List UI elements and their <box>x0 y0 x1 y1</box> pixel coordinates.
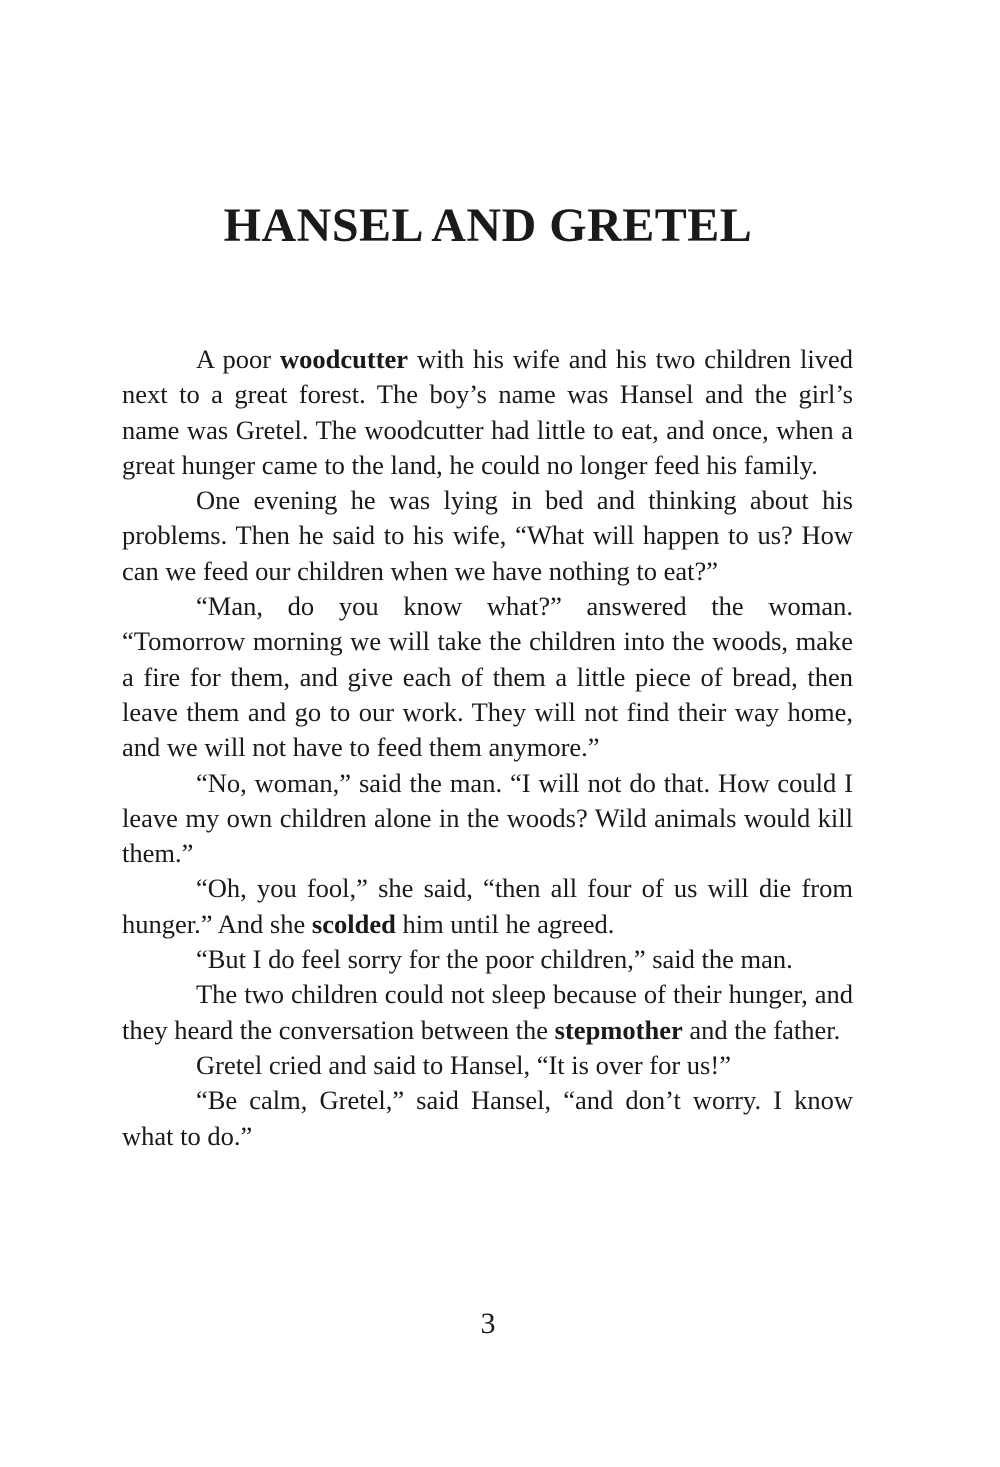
paragraph-5: “Oh, you fool,” she said, “then all four of us will die from hunger.” And she scolded him until he agreed. <box>122 873 853 939</box>
paragraph-4: “No, woman,” said the man. “I will not do that. How could I leave my own children alone in the woods? Wild animals would kill them.” <box>122 767 853 869</box>
chapter-title: HANSEL AND GRETEL <box>223 199 753 252</box>
bold-term-woodcutter: woodcutter <box>280 344 409 374</box>
paragraph-7: The two children could not sleep because of their hunger, and they heard the conversation between the stepmother and the father. <box>122 979 853 1045</box>
paragraph-8: Gretel cried and said to Hansel, “It is over for us!” <box>196 1049 731 1080</box>
bold-term-stepmother: stepmother <box>554 1014 683 1045</box>
paragraph-2: One evening he was lying in bed and thinking about his problems. Then he said to his wife, “What will happen to us? How can we feed our children when we have nothing to eat?” <box>122 485 853 586</box>
paragraph-3: “Man, do you know what?” answered the woman. “Tomorrow morning we will take the children into the woods, make a fire for them, and give each of them a little piece of bread, then leave them and go to our work. They will not find their way home, and we will not have to feed them anymore.” <box>122 591 853 763</box>
paragraph-9: “Be calm, Gretel,” said Hansel, “and don’t worry. I know what to do.” <box>122 1085 853 1151</box>
paragraph-6: “But I do feel sorry for the poor children,” said the man. <box>196 944 793 975</box>
paragraph-1: A poor woodcutter with his wife and his two children lived next to a great forest. The boy’s name was Hansel and the girl’s name was Gretel. The woodcutter had little to eat, and once, when a great hunger came to the land, he could no longer feed his family. <box>122 344 854 480</box>
page-number: 3 <box>480 1307 496 1340</box>
bold-term-scolded: scolded <box>311 908 396 939</box>
chapter-body <box>122 342 853 1154</box>
